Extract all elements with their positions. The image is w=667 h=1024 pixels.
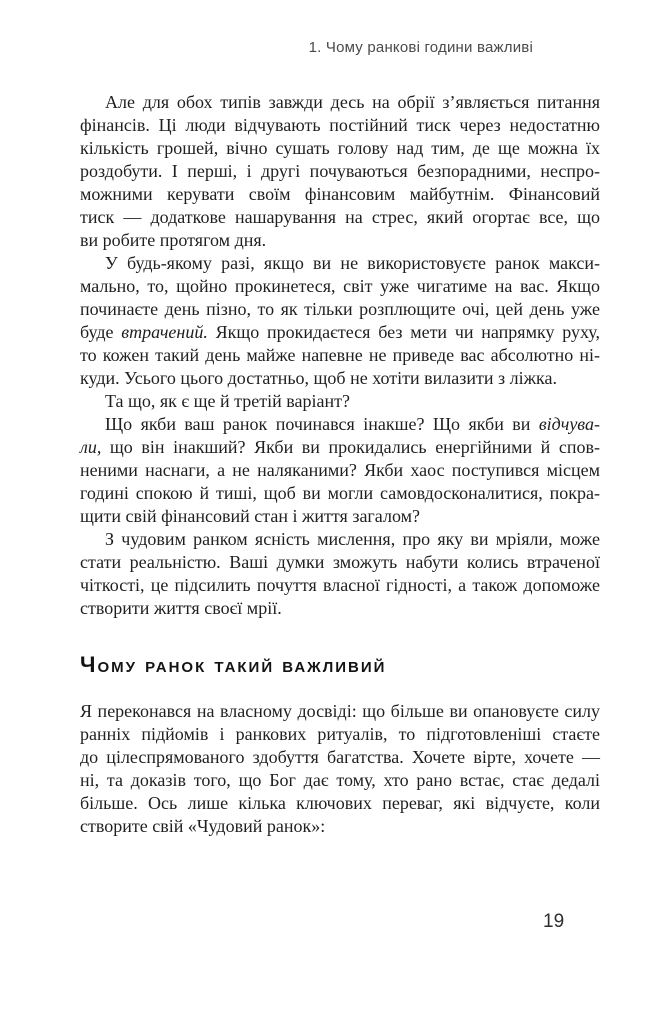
- text-line: [80, 229, 600, 252]
- section-heading: Чому ранок такий важливий: [80, 652, 387, 677]
- text-line: [80, 597, 600, 620]
- text-segment: що він інакший? Якби ви прокидались енергійними й спов-: [101, 437, 600, 457]
- text-segment: починаєте день пізно, то як тільки розплющите очі, цей день уже: [80, 299, 600, 319]
- text-segment: Я переконався на власному досвіді: що більше ви опановуєте силу: [80, 701, 600, 721]
- text-line: [80, 700, 600, 723]
- text-segment: створите свій «Чудовий ранок»:: [80, 816, 326, 836]
- text-line: [80, 815, 600, 838]
- text-line: [80, 482, 600, 505]
- paragraph: [80, 413, 600, 528]
- text-line: [80, 252, 600, 275]
- text-line: [80, 413, 600, 436]
- text-line: [80, 528, 600, 551]
- paragraph: [80, 700, 600, 838]
- text-line: [80, 436, 600, 459]
- italic-text: втрачений.: [121, 322, 208, 342]
- text-segment: неними наснаги, а не наляканими? Якби хаос поступився місцем: [80, 460, 600, 480]
- text-segment: Якщо прокидаєтеся без мети чи напрямку руху,: [207, 322, 600, 342]
- text-segment: то кожен такий день майже напевне не приведе вас абсолютно ні-: [80, 345, 600, 365]
- text-segment: тиск — додаткове нашарування на стрес, який огортає все, що: [80, 207, 600, 227]
- page-number: 19: [543, 911, 565, 932]
- text-line: [80, 160, 600, 183]
- text-segment: Що якби ваш ранок починався інакше? Що якби ви: [105, 414, 539, 434]
- running-header: 1. Чому ранкові години важливі: [308, 39, 533, 56]
- text-segment: Та що, як є ще й третій варіант?: [105, 391, 350, 411]
- text-segment: більше. Ось лише кілька ключових переваг, які відчуєте, коли: [80, 793, 600, 813]
- text-segment: ні, та доказів того, що Бог дає тому, хто рано встає, стає дедалі: [80, 770, 600, 790]
- italic-text: ли,: [80, 437, 102, 457]
- paragraph: [80, 252, 600, 390]
- text-line: [80, 746, 600, 769]
- text-segment: З чудовим ранком ясність мислення, про яку ви мріяли, може: [105, 529, 600, 549]
- text-line: [80, 344, 600, 367]
- text-segment: до цілеспрямованого здобуття багатства. Хочете вірте, хочете —: [80, 747, 600, 767]
- text-line: [80, 574, 600, 597]
- text-line: [80, 367, 600, 390]
- text-line: [80, 505, 600, 528]
- text-segment: мально, то, щойно прокинетеся, світ уже чигатиме на вас. Якщо: [80, 276, 600, 296]
- text-segment: фінансів. Ці люди відчувають постійний тиск через недостатню: [80, 115, 600, 135]
- paragraph: [80, 528, 600, 620]
- text-segment: ранніх підйомів і ранкових ритуалів, то підготовленіші стаєте: [80, 724, 600, 744]
- text-line: [80, 137, 600, 160]
- text-line: [80, 275, 600, 298]
- text-line: [80, 114, 600, 137]
- text-segment: У будь-якому разі, якщо ви не використовуєте ранок макси-: [105, 253, 600, 273]
- text-segment: кількість грошей, вічно сушать голову над тим, де ще можна їх: [80, 138, 600, 158]
- text-segment: ви робите протягом дня.: [80, 230, 267, 250]
- text-segment: Але для обох типів завжди десь на обрії з’являється питання: [105, 92, 600, 112]
- text-segment: куди. Усього цього достатньо, щоб не хотіти вилазити з ліжка.: [80, 368, 557, 388]
- text-line: [80, 91, 600, 114]
- paragraph: [80, 390, 600, 413]
- text-line: [80, 792, 600, 815]
- text-line: [80, 321, 600, 344]
- text-segment: буде: [80, 322, 122, 342]
- text-line: [80, 390, 600, 413]
- italic-text: відчува-: [538, 414, 600, 434]
- text-line: [80, 206, 600, 229]
- text-segment: годині спокою й тиші, щоб ви могли самовдосконалитися, покра-: [80, 483, 600, 503]
- text-segment: роздобути. І перші, і другі почуваються безпорадними, неспро-: [80, 161, 600, 181]
- text-segment: можними керувати своїм фінансовим майбутнім. Фінансовий: [80, 184, 600, 204]
- text-line: [80, 459, 600, 482]
- text-segment: стати реальністю. Ваші думки зможуть набути колись втраченої: [80, 552, 600, 572]
- text-segment: створити життя своєї мрії.: [80, 598, 282, 618]
- paragraph: [80, 91, 600, 252]
- text-line: [80, 298, 600, 321]
- text-line: [80, 551, 600, 574]
- text-segment: чіткості, це підсилить почуття власної гідності, а також допоможе: [80, 575, 600, 595]
- text-line: [80, 183, 600, 206]
- text-body: [80, 91, 600, 838]
- text-segment: щити свій фінансовий стан і життя загалом?: [80, 506, 420, 526]
- text-line: [80, 723, 600, 746]
- text-line: [80, 769, 600, 792]
